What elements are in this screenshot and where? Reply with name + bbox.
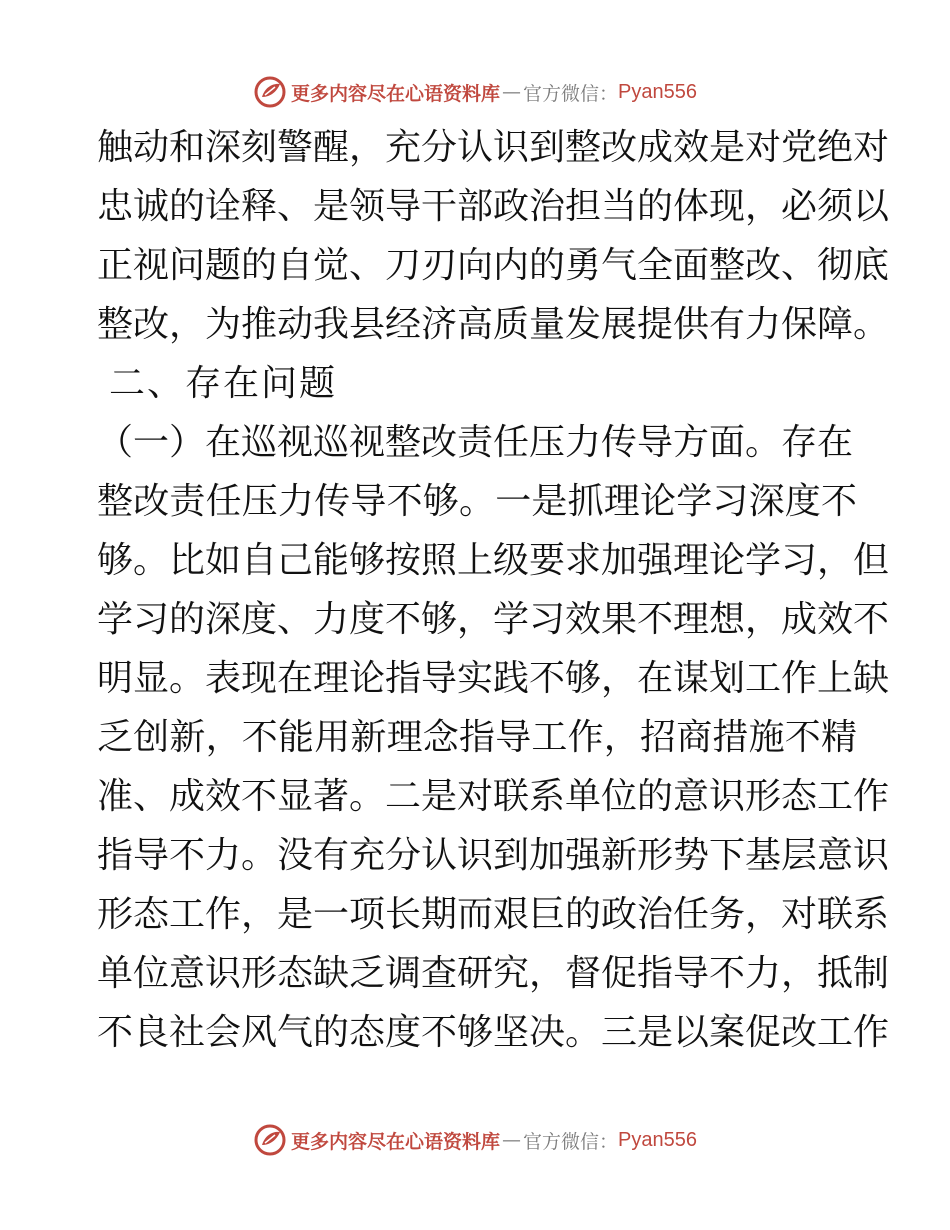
body-line: 学习的深度、力度不够，学习效果不理想，成效不 [97, 599, 890, 640]
watermark-site-text: 更多内容尽在心语资料库 [291, 1130, 501, 1153]
body-line: 准、成效不显著。二是对联系单位的意识形态工作 [97, 776, 890, 817]
body-line: 够。比如自己能够按照上级要求加强理论学习，但 [97, 540, 890, 581]
watermark-official-label: 官方微信： [523, 1130, 619, 1153]
watermark-official-label: 官方微信： [523, 82, 619, 105]
leaf-logo-icon [253, 1123, 287, 1157]
header-watermark [0, 72, 950, 112]
body-line: 触动和深刻警醒，充分认识到整改成效是对党绝对 [97, 127, 890, 168]
watermark-site-text: 更多内容尽在心语资料库 [291, 82, 501, 105]
document-body [97, 118, 890, 1062]
body-line: 整改，为推动我县经济高质量发展提供有力保障。 [97, 304, 890, 345]
watermark-handle: Pyan556 [618, 1128, 697, 1151]
leaf-logo-icon [253, 75, 287, 109]
body-line: 正视问题的自觉、刀刃向内的勇气全面整改、彻底 [97, 245, 890, 286]
watermark-dash: — [502, 81, 522, 103]
section-heading: 二、存在问题 [109, 363, 338, 404]
body-line: 指导不力。没有充分认识到加强新形势下基层意识 [97, 835, 890, 876]
body-line: 形态工作，是一项长期而艰巨的政治任务，对联系 [97, 894, 890, 935]
body-line: 明显。表现在理论指导实践不够，在谋划工作上缺 [97, 658, 890, 699]
subsection-heading: （一）在巡视巡视整改责任压力传导方面。存在 [97, 422, 854, 463]
body-line: 忠诚的诠释、是领导干部政治担当的体现，必须以 [97, 186, 890, 227]
body-line: 单位意识形态缺乏调查研究，督促指导不力，抵制 [97, 953, 890, 994]
body-line: 不良社会风气的态度不够坚决。三是以案促改工作 [97, 1012, 890, 1053]
body-line: 整改责任压力传导不够。一是抓理论学习深度不 [97, 481, 857, 522]
watermark-dash: — [502, 1129, 522, 1151]
footer-watermark [0, 1120, 950, 1160]
body-line: 乏创新，不能用新理念指导工作，招商措施不精 [97, 717, 857, 758]
watermark-handle: Pyan556 [618, 80, 697, 103]
